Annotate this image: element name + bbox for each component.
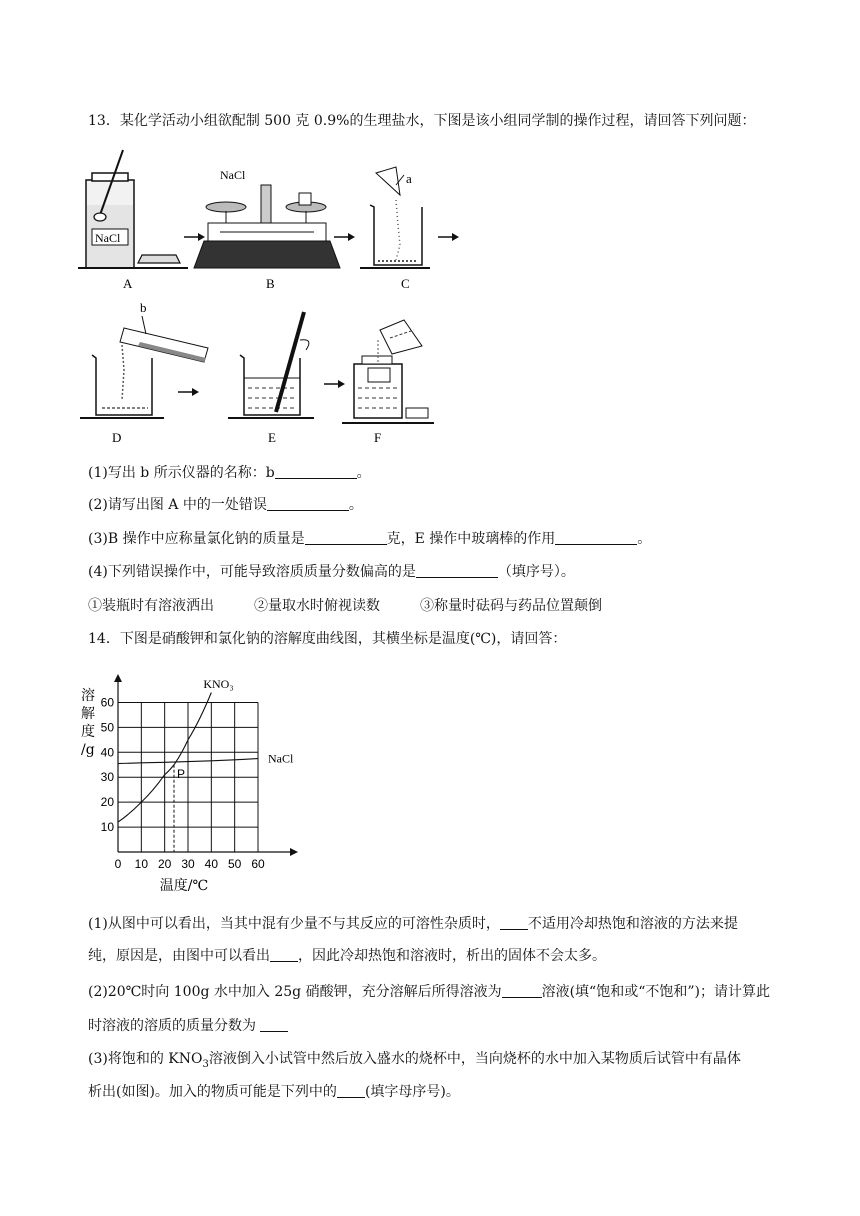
y-axis-arrow-icon — [114, 674, 122, 682]
q14-sub1-line2 — [88, 946, 606, 966]
q14-sub3-line2 — [88, 1082, 460, 1102]
label-a: A — [123, 276, 133, 291]
y-tick-label: 30 — [100, 770, 114, 785]
figure-d-cylinder — [80, 300, 208, 445]
q13-sub4 — [88, 562, 575, 582]
q14-sub1-text-d: ，因此冷却热饱和溶液时，析出的固体不会太多。 — [298, 948, 606, 964]
q14-sub1-text-b: 不适用冷却热饱和溶液的方法来提 — [527, 916, 738, 932]
q14-sub2-text-c: 时溶液的溶质的质量分数为 — [88, 1018, 261, 1034]
a-nacl-label: NaCl — [95, 231, 121, 245]
answer-blank — [500, 915, 528, 930]
answer-blank — [305, 530, 387, 545]
series-label-nacl: NaCl — [268, 751, 294, 766]
label-c: C — [401, 276, 410, 291]
point-p-label: P — [177, 766, 186, 781]
x-tick-label: 10 — [134, 857, 149, 871]
answer-blank — [275, 464, 357, 479]
q13-sub1 — [88, 463, 371, 483]
q14-sub2-text-a: (2)20℃时向 100g 水中加入 25g 硝酸钾，充分溶解后所得溶液为 — [88, 984, 502, 1000]
y-tick-label: 50 — [100, 720, 114, 735]
q13-sub2 — [88, 495, 363, 515]
q13-sub3-mid: 克，E 操作中玻璃棒的作用 — [386, 531, 556, 547]
solubility-chart — [76, 670, 316, 896]
figure-e-stirring — [228, 312, 314, 445]
q13-sub3 — [88, 529, 651, 549]
q14-sub3-text-b1: 析出(如图)。加入的物质可能是下列中的 — [88, 1084, 337, 1100]
q13-sub4-text: (4)下列错误操作中，可能导致溶质质量分数偏高的是 — [88, 564, 416, 580]
q14-sub1-text-c: 纯，原因是，由图中可以看出 — [88, 948, 270, 964]
q14-sub3-text-b2: (填字母序号)。 — [364, 1084, 460, 1100]
answer-blank — [502, 983, 542, 998]
q13-sub2-text: (2)请写出图 A 中的一处错误 — [88, 497, 267, 513]
q14-sub2-text-b: 溶液(填“饱和或“不饱和”)；请计算此 — [541, 984, 770, 1000]
y-tick-label: 40 — [100, 745, 114, 760]
figure-a-bottle — [78, 150, 188, 291]
y-tick-label: 60 — [100, 695, 114, 710]
q14-sub3-text-a1: (3)将饱和的 KNO — [88, 1051, 203, 1067]
x-axis-arrow-icon — [290, 848, 298, 856]
answer-blank — [260, 1017, 288, 1032]
q13-options — [88, 596, 642, 616]
q13-sub4-end: （填序号）。 — [497, 564, 575, 580]
d-b-label: b — [140, 300, 147, 315]
q13-stem: 13．某化学活动小组欲配制 500 克 0.9%的生理盐水，下图是该小组同学制的操作过程，请回答下列问题： — [88, 113, 756, 129]
q14-sub3-line1 — [88, 1049, 741, 1075]
x-tick-label: 30 — [181, 857, 195, 871]
answer-blank — [337, 1083, 365, 1098]
q13-figure-row2 — [78, 300, 438, 450]
q13-sub1-text: (1)写出 b 所示仪器的名称：b — [88, 465, 275, 481]
answer-blank — [416, 563, 498, 578]
arrow-head-icon — [192, 388, 199, 396]
answer-blank — [555, 530, 637, 545]
q13-figure-row1 — [78, 145, 478, 295]
y-axis-label: 溶解度/g — [81, 688, 95, 758]
arrow-head-icon — [348, 233, 355, 241]
q14-sub3-subscript: 3 — [202, 1058, 209, 1070]
figure-b-balance — [194, 168, 340, 291]
q13-sub2-end: 。 — [348, 497, 363, 513]
label-d: D — [112, 430, 122, 445]
q13-sub1-end: 。 — [356, 465, 371, 481]
q13-sub3-end: 。 — [637, 531, 652, 547]
answer-blank — [270, 947, 298, 962]
option-1: ①装瓶时有溶液洒出 — [88, 598, 214, 614]
c-a-label: a — [406, 171, 412, 186]
q13-sub3-text: (3)B 操作中应称量氯化钠的质量是 — [88, 531, 305, 547]
x-tick-label: 60 — [251, 857, 265, 871]
q14-sub3-text-a2: 溶液倒入小试管中然后放入盛水的烧杯中，当向烧杯的水中加入某物质后试管中有晶体 — [208, 1051, 741, 1067]
figure-c-beaker — [360, 167, 430, 291]
q14-stem: 14．下图是硝酸钾和氯化钠的溶解度曲线图，其横坐标是温度(℃)，请回答： — [88, 631, 567, 647]
label-f: F — [374, 430, 382, 445]
x-tick-label: 0 — [114, 857, 122, 871]
label-b: B — [266, 276, 275, 291]
x-tick-label: 50 — [227, 857, 242, 871]
arrow-head-icon — [198, 233, 205, 241]
arrow-head-icon — [338, 380, 345, 388]
q14-sub1-text-a: (1)从图中可以看出，当其中混有少量不与其反应的可溶性杂质时， — [88, 916, 500, 932]
y-tick-label: 20 — [100, 795, 114, 810]
q14-sub2-line2 — [88, 1016, 288, 1036]
option-2: ②量取水时俯视读数 — [254, 598, 380, 614]
b-nacl-label: NaCl — [220, 168, 246, 182]
figure-f-bottling — [342, 320, 434, 445]
x-axis-label: 温度/℃ — [159, 878, 209, 894]
x-tick-label: 40 — [204, 857, 219, 871]
y-tick-label: 10 — [100, 820, 114, 835]
answer-blank — [267, 496, 349, 511]
q14-sub1-line1 — [88, 914, 738, 934]
label-e: E — [268, 430, 276, 445]
x-tick-label: 20 — [157, 857, 172, 871]
series-label-kno3: KNO₃ — [203, 677, 234, 691]
q14-sub2-line1 — [88, 982, 770, 1002]
option-3: ③称量时砝码与药品位置颠倒 — [420, 598, 602, 614]
arrow-head-icon — [452, 233, 459, 241]
